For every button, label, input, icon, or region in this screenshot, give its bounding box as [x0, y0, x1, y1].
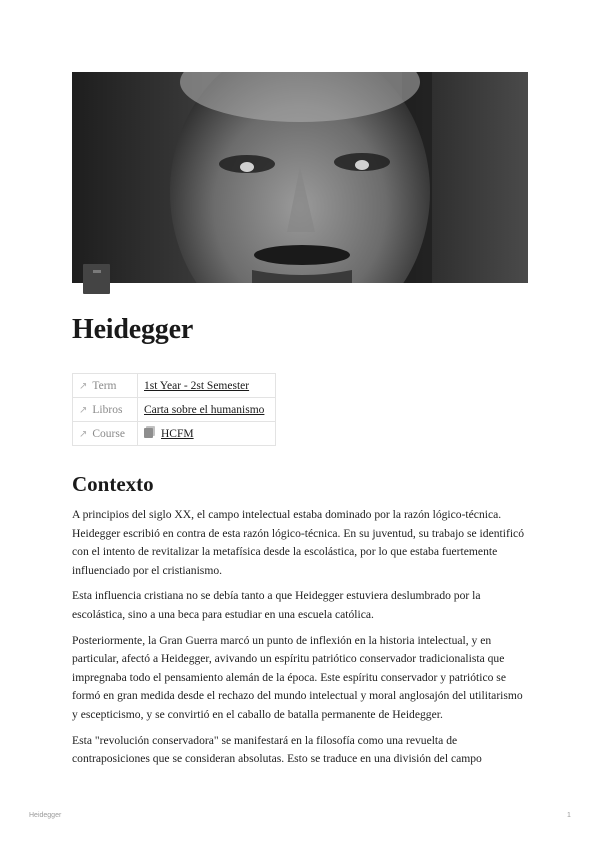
arrow-up-right-icon: ↗ [79, 428, 88, 440]
properties-table [72, 373, 276, 446]
footer-page-number: 1 [567, 812, 571, 819]
paragraph: Esta influencia cristiana no se debía tanto a que Heidegger estuviera deslumbrado por la escolástica, sino a una beca para estudiar en una escuela católica. [72, 589, 481, 621]
property-value [138, 398, 276, 422]
property-key: ↗ Libros [73, 398, 138, 422]
property-value [138, 374, 276, 398]
paragraph: Posteriormente, la Gran Guerra marcó un punto de inflexión en la historia intelectual, y en particular, afectó a Heidegger, avivando un espíritu patriótico conservador tradicionalista que impregnaba todo el pensamiento alemán de la época. Este espíritu conservador y patriótico se formó en gran medida desde el rechazo del mundo intelectual y moral anglosajón del utilitarismo y escepticismo, y se convirtió en el caballo de batalla permanente de Heidegger. [72, 633, 523, 721]
property-row-course [73, 422, 276, 446]
page-title: Heidegger [72, 314, 194, 345]
property-value [138, 422, 276, 446]
property-row-term [73, 374, 276, 398]
footer-title: Heidegger [29, 812, 62, 819]
paragraph: A principios del siglo XX, el campo intelectual estaba dominado por la razón lógico-técnica. Heidegger escribió en contra de esta razón lógico-técnica. En su juventud, su trabajo se identificó con el intento de revitalizar la metafísica desde la escolástica, por lo que estaba fuertemente influenciado por el cristianismo. [72, 508, 524, 577]
cover-portrait [72, 72, 528, 283]
libros-link[interactable]: Carta sobre el humanismo [144, 403, 265, 416]
document-icon [144, 428, 153, 438]
term-link[interactable]: 1st Year - 2st Semester [144, 379, 250, 392]
property-key: ↗ Term [73, 374, 138, 398]
section-heading: Contexto [72, 472, 154, 496]
course-link[interactable]: HCFM [161, 427, 194, 440]
arrow-up-right-icon: ↗ [79, 380, 88, 392]
paragraph: Esta "revolución conservadora" se manifestará en la filosofía como una revuelta de contraposiciones que se consideran absolutas. Esto se traduce en una división del campo [72, 733, 482, 766]
property-row-libros [73, 398, 276, 422]
cover-image [72, 72, 528, 283]
section-body [72, 506, 528, 776]
property-key: ↗ Course [73, 422, 138, 446]
page-icon-clip [93, 270, 101, 273]
arrow-up-right-icon: ↗ [79, 404, 88, 416]
page-icon[interactable] [83, 264, 110, 294]
